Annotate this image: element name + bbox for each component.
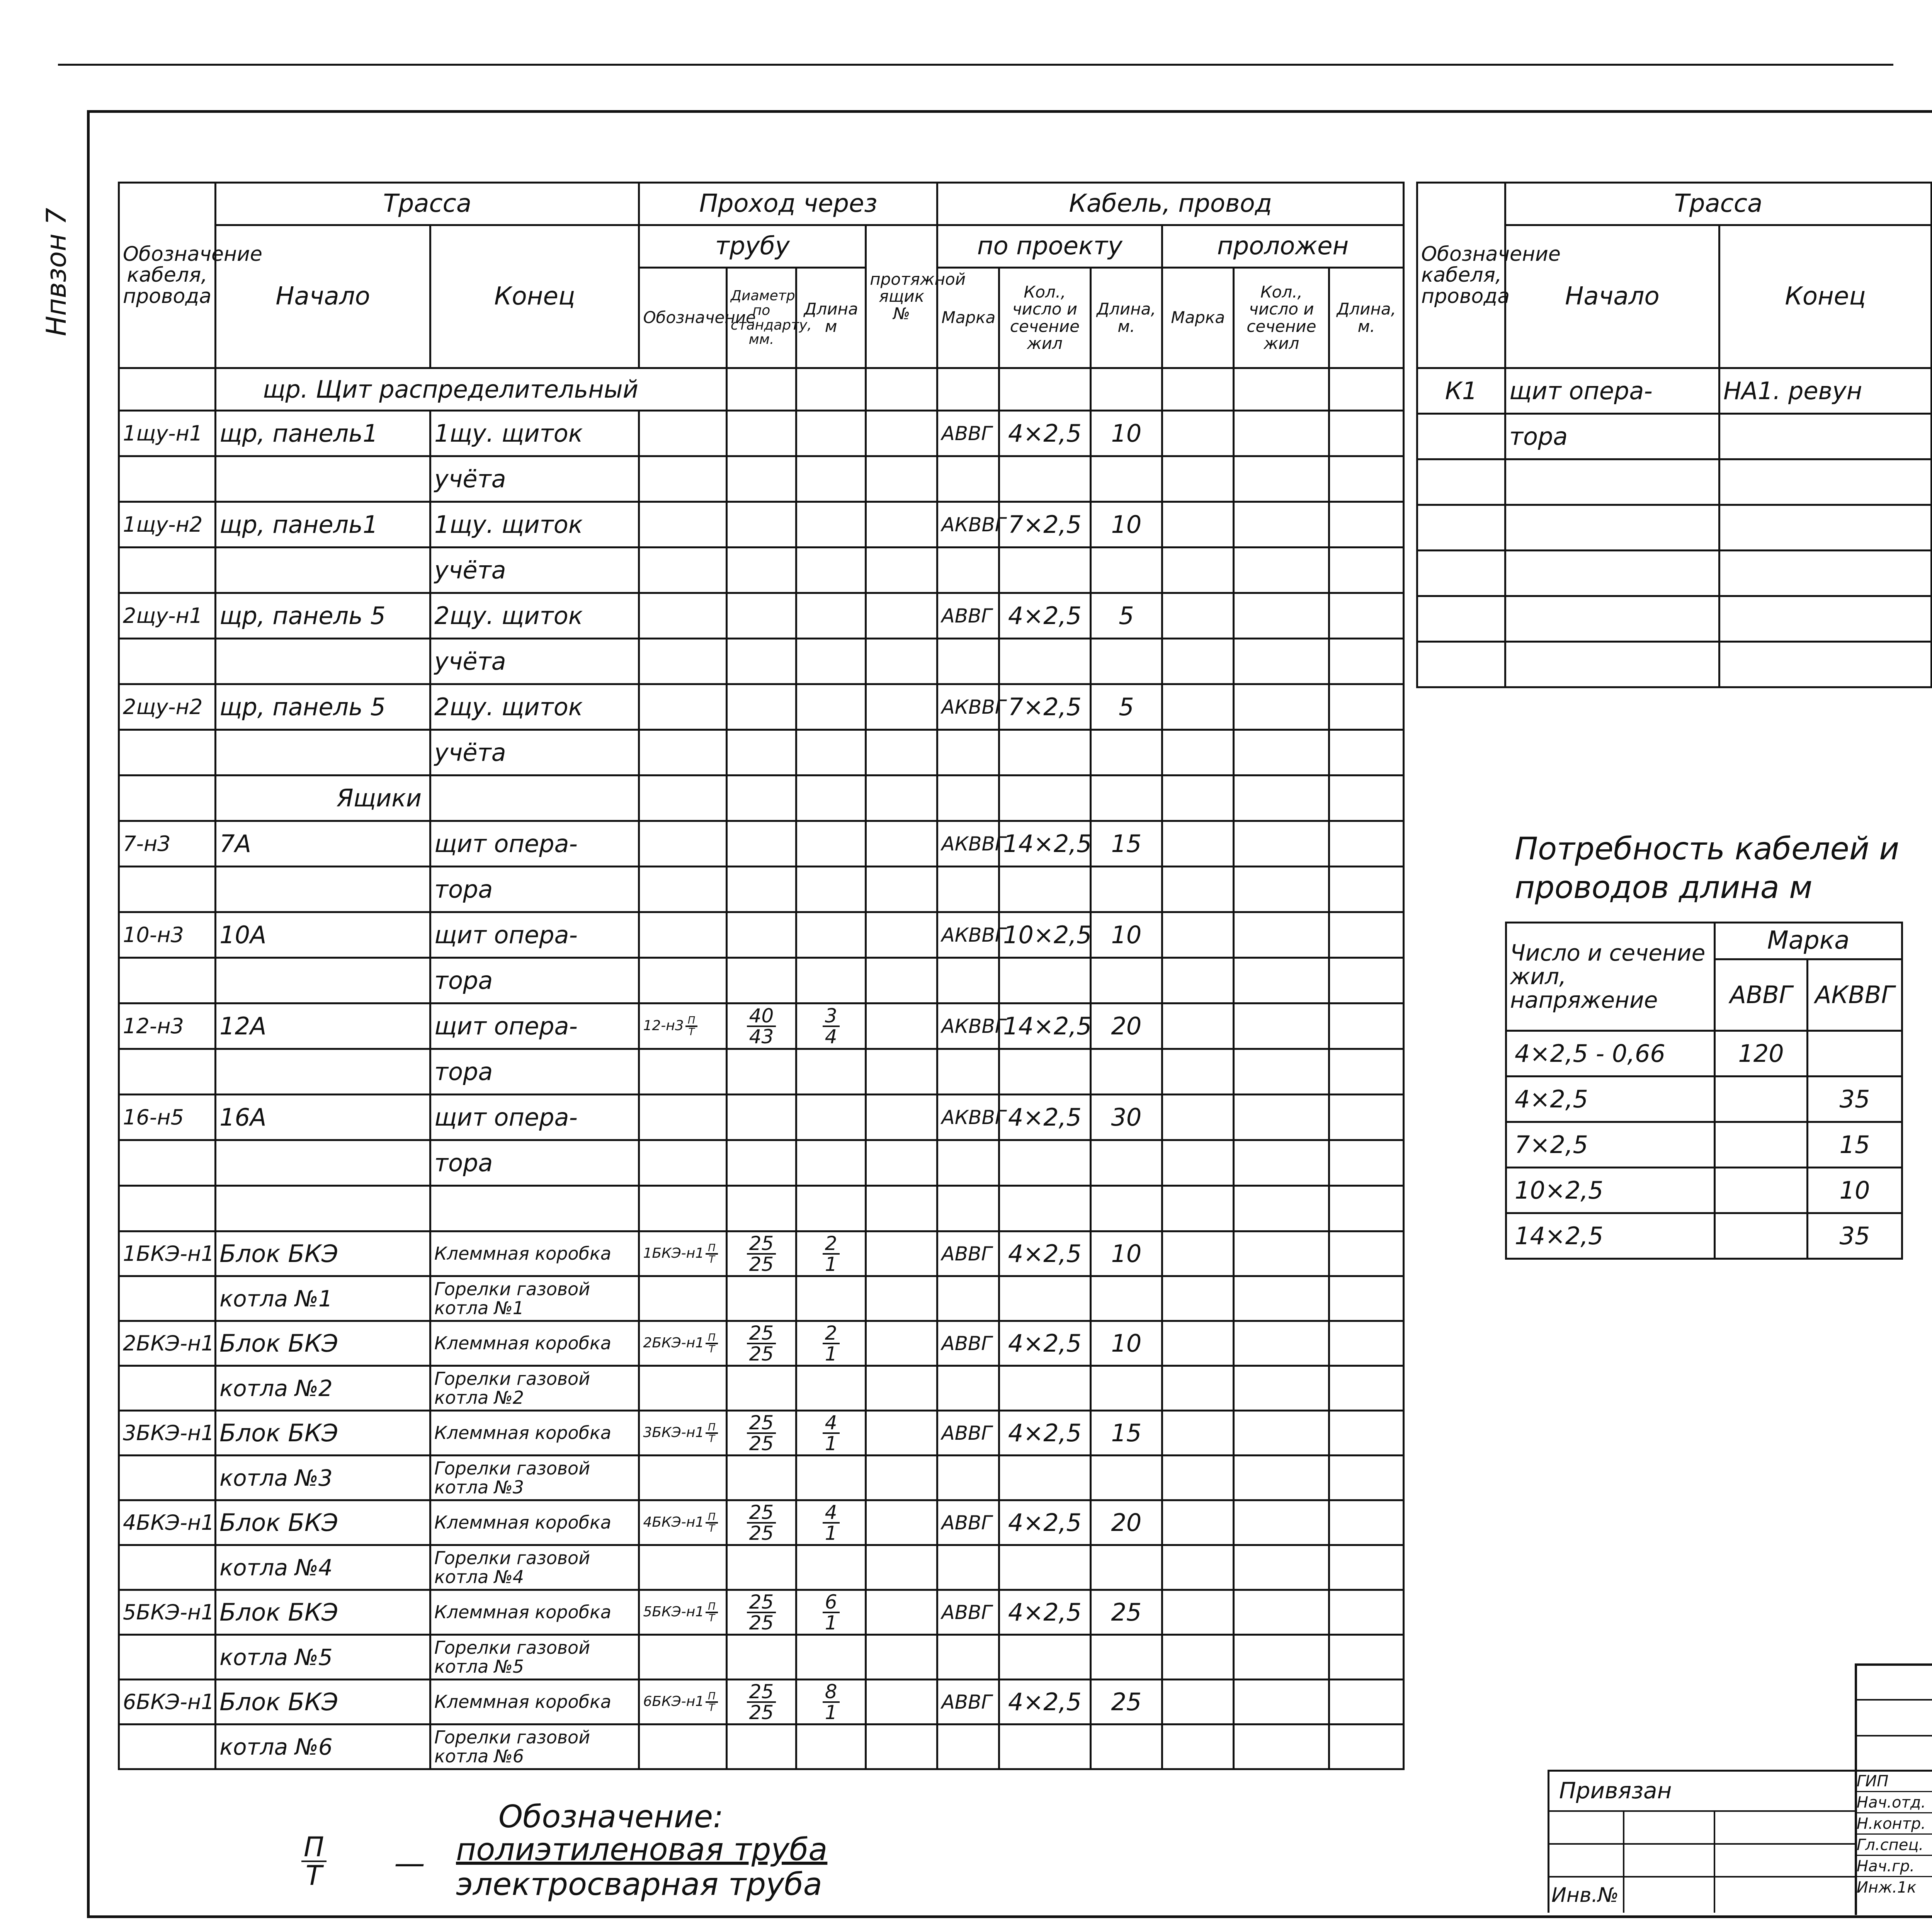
cell-des: 2щу-н2	[119, 684, 216, 730]
cable-need-avvg	[1715, 1122, 1808, 1168]
cell-len: 20	[1090, 1003, 1162, 1049]
cable-need-title-2: проводов длина м	[1515, 869, 1813, 905]
cell-brand: АВВГ	[937, 1680, 999, 1725]
fraction-plen	[823, 1682, 840, 1722]
cell-start: Блок БКЭ	[216, 1411, 430, 1456]
side-label: Нпвзон 7	[41, 207, 72, 336]
pipe-type-fraction	[706, 1512, 718, 1534]
fraction-pdiam	[747, 1682, 776, 1722]
r-hdr-end: Конец	[1719, 225, 1932, 368]
cell-des: 2БКЭ-н1	[119, 1321, 216, 1366]
cell-end: учёта	[430, 730, 639, 776]
cell-des: 1щу-н2	[119, 502, 216, 548]
cell-end: щит опера-	[430, 821, 639, 867]
hdr-pipe: трубу	[639, 225, 866, 268]
cell-des: 3БКЭ-н1	[119, 1411, 216, 1456]
hdr-cores: Кол., число и сечение жил	[999, 268, 1091, 368]
cell-end: тора	[430, 958, 639, 1003]
table-row	[119, 684, 1404, 730]
table-row	[1506, 1077, 1902, 1122]
stamp-role: Нач.отд.	[1857, 1794, 1926, 1811]
cell-end: Горелки газовой котла №6	[430, 1725, 639, 1769]
pipe-type-p: П	[706, 1512, 718, 1524]
cell-cores: 10×2,5	[999, 912, 1091, 958]
cell-brand: АКВВГ	[937, 684, 999, 730]
cell-start: Блок БКЭ	[216, 1590, 430, 1635]
pipe-type-t: Т	[709, 1702, 715, 1714]
table-row	[119, 1725, 1404, 1769]
cell-end: тора	[430, 867, 639, 912]
section-distribution-board: щр. Щит распределительный	[216, 368, 727, 411]
table-row	[119, 730, 1404, 776]
cable-need-akvvg: 15	[1808, 1122, 1902, 1168]
hdr-by-project: по проекту	[937, 225, 1162, 268]
fraction-pdiam	[747, 1592, 776, 1633]
cable-need-cores: 4×2,5	[1506, 1077, 1715, 1122]
cable-need-akvvg: 35	[1808, 1077, 1902, 1122]
pipe-type-p: П	[685, 1015, 698, 1027]
hdr-route: Трасса	[216, 183, 639, 225]
cell-end: учёта	[430, 639, 639, 684]
hdr-length: Длина, м.	[1090, 268, 1162, 368]
cell-brand: АКВВГ	[937, 1003, 999, 1049]
cell-end: 2щу. щиток	[430, 593, 639, 639]
fraction-plen	[823, 1323, 840, 1364]
cell-start: котла №2	[216, 1366, 430, 1411]
cell-start: 12А	[216, 1003, 430, 1049]
legend-title: Обозначение:	[498, 1799, 724, 1835]
cell-end: Клеммная коробка	[430, 1411, 639, 1456]
table-row	[119, 456, 1404, 502]
pdiam-bottom: 43	[749, 1025, 774, 1048]
cell-len: 10	[1090, 912, 1162, 958]
cable-journal-left-table	[118, 182, 1405, 1770]
stamp-role: Инж.1к	[1857, 1879, 1917, 1896]
cell-brand: АВВГ	[937, 593, 999, 639]
table-row	[119, 1500, 1404, 1545]
cell-end: тора	[430, 1140, 639, 1186]
hdr-pipe-designation: Обозначение	[639, 268, 726, 368]
cable-need-col-cores: Число и сечение жил, напряжение	[1506, 923, 1715, 1031]
hdr-broach-box: протяжной ящик №	[866, 225, 937, 368]
pipe-type-t: Т	[688, 1026, 695, 1038]
left-table-body	[119, 411, 1404, 1769]
cell-des: 5БКЭ-н1	[119, 1590, 216, 1635]
cell-des: 7-н3	[119, 821, 216, 867]
cable-journal-right-table	[1416, 182, 1932, 688]
cell-cores: 4×2,5	[999, 1231, 1091, 1276]
fraction-pdiam	[747, 1234, 776, 1274]
fraction-plen	[823, 1413, 840, 1453]
cell-start: 7А	[216, 821, 430, 867]
legend-poly: полиэтиленовая труба	[456, 1832, 828, 1867]
stamp	[1548, 1663, 1932, 1913]
cell-end: Клеммная коробка	[430, 1680, 639, 1725]
hdr-brand: Марка	[937, 268, 999, 368]
stamp-bound: Привязан	[1559, 1777, 1672, 1804]
cell-end: Клеммная коробка	[430, 1500, 639, 1545]
cell-start: 16А	[216, 1095, 430, 1140]
plen-bottom: 1	[825, 1253, 837, 1276]
table-row	[119, 1140, 1404, 1186]
pipe-type-t: Т	[709, 1343, 715, 1355]
pipe-designation: 2БКЭ-н1	[643, 1335, 704, 1351]
cell-start: 10А	[216, 912, 430, 958]
cell-end: учёта	[430, 456, 639, 502]
cell-des: 6БКЭ-н1	[119, 1680, 216, 1725]
pipe-type-p: П	[706, 1243, 718, 1255]
cell-end: 1щу. щиток	[430, 411, 639, 456]
table-row	[119, 1680, 1404, 1725]
cable-need-akvvg: 10	[1808, 1168, 1902, 1213]
hdr-start: Начало	[216, 225, 430, 368]
pipe-type-fraction	[685, 1015, 698, 1037]
hdr-end: Конец	[430, 225, 639, 368]
pdiam-bottom: 25	[749, 1701, 774, 1724]
pdiam-top: 25	[747, 1323, 776, 1344]
table-row	[1417, 368, 1932, 414]
table-row	[119, 1321, 1404, 1366]
cell-cores: 4×2,5	[999, 1095, 1091, 1140]
cell-cores: 4×2,5	[999, 411, 1091, 456]
cell-len: 5	[1090, 684, 1162, 730]
r-hdr-start: Начало	[1505, 225, 1719, 368]
cable-need-cores: 7×2,5	[1506, 1122, 1715, 1168]
table-row	[1506, 1168, 1902, 1213]
legend-p: П	[301, 1833, 327, 1862]
table-row	[119, 411, 1404, 456]
pdiam-top: 25	[747, 1503, 776, 1524]
cell-len: 10	[1090, 411, 1162, 456]
r-cell-des: К1	[1417, 368, 1505, 414]
plen-top: 2	[823, 1323, 840, 1344]
cell-len: 10	[1090, 1231, 1162, 1276]
table-row	[119, 1003, 1404, 1049]
table-row	[119, 912, 1404, 958]
table-row	[119, 867, 1404, 912]
fraction-pdiam	[747, 1323, 776, 1364]
cell-start: щр, панель 5	[216, 593, 430, 639]
cable-need-col-brand: Марка	[1715, 923, 1902, 959]
cable-need-akvvg: 35	[1808, 1213, 1902, 1259]
cell-cores: 4×2,5	[999, 1321, 1091, 1366]
cell-start: котла №1	[216, 1276, 430, 1321]
cell-pdes	[639, 1231, 726, 1276]
table-row	[119, 958, 1404, 1003]
table-row	[119, 1049, 1404, 1095]
pipe-type-fraction	[706, 1243, 718, 1265]
fraction-plen	[823, 1006, 840, 1046]
cell-end: щит опера-	[430, 1095, 639, 1140]
cell-len: 15	[1090, 1411, 1162, 1456]
plen-top: 3	[823, 1006, 840, 1027]
cell-pdes	[639, 1590, 726, 1635]
hdr-laid-brand: Марка	[1162, 268, 1234, 368]
cell-brand: АВВГ	[937, 1321, 999, 1366]
cell-des: 2щу-н1	[119, 593, 216, 639]
hdr-pipe-diameter: Диаметр по стандарту, мм.	[726, 268, 796, 368]
pdiam-bottom: 25	[749, 1253, 774, 1276]
plen-bottom: 1	[825, 1701, 837, 1724]
table-row	[1417, 414, 1932, 459]
cell-len: 15	[1090, 821, 1162, 867]
hdr-laid-cores: Кол., число и сечение жил	[1234, 268, 1329, 368]
legend-electro: электросварная труба	[456, 1866, 822, 1902]
cell-end: Клеммная коробка	[430, 1231, 639, 1276]
pipe-designation: 1БКЭ-н1	[643, 1245, 704, 1261]
cell-start: котла №4	[216, 1545, 430, 1590]
pipe-type-t: Т	[709, 1612, 715, 1624]
cable-need-table	[1505, 922, 1903, 1260]
cell-brand: АКВВГ	[937, 502, 999, 548]
pdiam-bottom: 25	[749, 1342, 774, 1365]
cell-brand: АВВГ	[937, 1500, 999, 1545]
hdr-designation: Обозначение кабеля, провода	[119, 183, 216, 368]
plen-top: 2	[823, 1234, 840, 1255]
cell-start: Блок БКЭ	[216, 1321, 430, 1366]
cable-need-avvg: 120	[1715, 1031, 1808, 1077]
cell-start: щр, панель 5	[216, 684, 430, 730]
cell-len: 10	[1090, 502, 1162, 548]
plen-bottom: 1	[825, 1522, 837, 1544]
pipe-type-p: П	[706, 1422, 718, 1434]
cell-end: учёта	[430, 548, 639, 593]
cell-start: Блок БКЭ	[216, 1231, 430, 1276]
cell-pdes	[639, 1411, 726, 1456]
cell-end: Клеммная коробка	[430, 1321, 639, 1366]
pipe-type-fraction	[706, 1602, 718, 1623]
table-row	[119, 1590, 1404, 1635]
cell-len: 5	[1090, 593, 1162, 639]
cable-need-brand-2: АКВВГ	[1808, 959, 1902, 1031]
cell-end: Горелки газовой котла №3	[430, 1456, 639, 1500]
r-cell-start-2: тора	[1505, 414, 1719, 459]
table-row	[1506, 1031, 1902, 1077]
cell-cores: 4×2,5	[999, 1500, 1091, 1545]
pipe-type-t: Т	[709, 1433, 715, 1445]
table-row	[119, 1095, 1404, 1140]
pipe-designation: 5БКЭ-н1	[643, 1604, 704, 1620]
cable-need-cores: 14×2,5	[1506, 1213, 1715, 1259]
cell-cores: 4×2,5	[999, 1680, 1091, 1725]
fraction-pdiam	[747, 1006, 776, 1046]
hdr-passage: Проход через	[639, 183, 937, 225]
plen-bottom: 4	[825, 1025, 837, 1048]
r-cell-start: щит опера-	[1505, 368, 1719, 414]
cell-des: 16-н5	[119, 1095, 216, 1140]
cable-need-brand-1: АВВГ	[1715, 959, 1808, 1031]
cell-brand: АКВВГ	[937, 821, 999, 867]
cell-pdes	[639, 1321, 726, 1366]
table-row	[119, 1186, 1404, 1231]
r-hdr-designation: Обозначение кабеля, провода	[1417, 183, 1505, 368]
fraction-pdiam	[747, 1503, 776, 1543]
table-row	[119, 639, 1404, 684]
hdr-laid: проложен	[1162, 225, 1404, 268]
table-row	[1506, 1213, 1902, 1259]
legend-dash: —	[394, 1845, 425, 1881]
pipe-type-p: П	[706, 1602, 718, 1613]
cable-need-cores: 4×2,5 - 0,66	[1506, 1031, 1715, 1077]
cell-cores: 4×2,5	[999, 1411, 1091, 1456]
cell-des: 12-н3	[119, 1003, 216, 1049]
cell-brand: АВВГ	[937, 1231, 999, 1276]
cell-start: Блок БКЭ	[216, 1680, 430, 1725]
cell-end: Горелки газовой котла №5	[430, 1635, 639, 1680]
cell-start: котла №6	[216, 1725, 430, 1769]
pdiam-top: 25	[747, 1234, 776, 1255]
table-row	[119, 1231, 1404, 1276]
pdiam-top: 40	[747, 1006, 776, 1027]
hdr-pipe-length: Длина м	[796, 268, 866, 368]
plen-top: 8	[823, 1682, 840, 1703]
stamp-role: Гл.спец.	[1857, 1836, 1924, 1854]
cell-len: 20	[1090, 1500, 1162, 1545]
cell-end: щит опера-	[430, 1003, 639, 1049]
cell-des: 4БКЭ-н1	[119, 1500, 216, 1545]
legend-t: Т	[305, 1860, 322, 1891]
cell-end: Горелки газовой котла №2	[430, 1366, 639, 1411]
pipe-type-p: П	[706, 1333, 718, 1344]
pipe-type-fraction	[706, 1691, 718, 1713]
table-row	[119, 548, 1404, 593]
table-row	[119, 1545, 1404, 1590]
pdiam-top: 25	[747, 1592, 776, 1613]
cell-cores: 4×2,5	[999, 593, 1091, 639]
table-row	[119, 1411, 1404, 1456]
table-row	[119, 1276, 1404, 1321]
cell-end: Клеммная коробка	[430, 1590, 639, 1635]
stamp-inv: Инв.№	[1551, 1884, 1619, 1907]
pipe-type-fraction	[706, 1333, 718, 1354]
cable-need-avvg	[1715, 1077, 1808, 1122]
pdiam-bottom: 25	[749, 1611, 774, 1634]
pdiam-top: 25	[747, 1413, 776, 1434]
cell-pdes	[639, 1003, 726, 1049]
pipe-type-t: Т	[709, 1253, 715, 1265]
plen-top: 6	[823, 1592, 840, 1613]
cell-brand: АКВВГ	[937, 1095, 999, 1140]
table-row	[1506, 1122, 1902, 1168]
cell-cores: 14×2,5	[999, 821, 1091, 867]
pipe-designation: 12-н3	[643, 1017, 684, 1034]
plen-bottom: 1	[825, 1342, 837, 1365]
cell-brand: АВВГ	[937, 1411, 999, 1456]
plen-top: 4	[823, 1413, 840, 1434]
table-row	[119, 593, 1404, 639]
cell-end: 1щу. щиток	[430, 502, 639, 548]
cell-end: Горелки газовой котла №1	[430, 1276, 639, 1321]
table-row	[119, 1366, 1404, 1411]
fraction-plen	[823, 1592, 840, 1633]
table-row	[119, 502, 1404, 548]
r-cell-end: НА1. ревун	[1719, 368, 1932, 414]
cell-len: 30	[1090, 1095, 1162, 1140]
cable-need-avvg	[1715, 1168, 1808, 1213]
cell-pdes	[639, 1500, 726, 1545]
top-rule	[58, 64, 1893, 66]
stamp-role: Нач.гр.	[1857, 1857, 1915, 1875]
cell-cores: 4×2,5	[999, 1590, 1091, 1635]
table-row	[119, 1456, 1404, 1500]
plen-top: 4	[823, 1503, 840, 1524]
table-row	[119, 776, 1404, 821]
cell-len: 25	[1090, 1680, 1162, 1725]
cell-brand: АВВГ	[937, 1590, 999, 1635]
pipe-designation: 4БКЭ-н1	[643, 1514, 704, 1530]
pipe-designation: 6БКЭ-н1	[643, 1693, 704, 1709]
cable-need-akvvg	[1808, 1031, 1902, 1077]
pipe-type-p: П	[706, 1691, 718, 1703]
hdr-cable: Кабель, провод	[937, 183, 1404, 225]
cell-end: 2щу. щиток	[430, 684, 639, 730]
pdiam-top: 25	[747, 1682, 776, 1703]
hdr-laid-length: Длина, м.	[1329, 268, 1404, 368]
cell-start: котла №5	[216, 1635, 430, 1680]
pipe-type-t: Т	[709, 1522, 715, 1534]
cell-cores: 14×2,5	[999, 1003, 1091, 1049]
fraction-plen	[823, 1503, 840, 1543]
table-row	[119, 821, 1404, 867]
stamp-role: ГИП	[1857, 1772, 1889, 1790]
cell-des: 1БКЭ-н1	[119, 1231, 216, 1276]
pdiam-bottom: 25	[749, 1522, 774, 1544]
cable-need-avvg	[1715, 1213, 1808, 1259]
cell-start: щр, панель1	[216, 411, 430, 456]
cell-end: тора	[430, 1049, 639, 1095]
cell-des: 1щу-н1	[119, 411, 216, 456]
table-row	[119, 1635, 1404, 1680]
pipe-designation: 3БКЭ-н1	[643, 1424, 704, 1440]
cell-cores: 7×2,5	[999, 502, 1091, 548]
cable-need-cores: 10×2,5	[1506, 1168, 1715, 1213]
section-boxes: Ящики	[216, 776, 430, 821]
plen-bottom: 1	[825, 1432, 837, 1455]
legend-fraction	[301, 1833, 327, 1889]
cell-pdes	[639, 1680, 726, 1725]
cell-start: щр, панель1	[216, 502, 430, 548]
cell-start: котла №3	[216, 1456, 430, 1500]
plen-bottom: 1	[825, 1611, 837, 1634]
cell-end: Горелки газовой котла №4	[430, 1545, 639, 1590]
cell-len: 25	[1090, 1590, 1162, 1635]
cell-cores: 7×2,5	[999, 684, 1091, 730]
cell-len: 10	[1090, 1321, 1162, 1366]
fraction-pdiam	[747, 1413, 776, 1453]
cell-brand: АКВВГ	[937, 912, 999, 958]
cable-need-body	[1506, 1031, 1902, 1259]
stamp-role: Н.контр.	[1857, 1815, 1926, 1833]
cell-brand: АВВГ	[937, 411, 999, 456]
cable-need-title-1: Потребность кабелей и	[1515, 831, 1900, 867]
r-hdr-route: Трасса	[1505, 183, 1931, 225]
pipe-type-fraction	[706, 1422, 718, 1444]
cell-end: щит опера-	[430, 912, 639, 958]
cell-start: Блок БКЭ	[216, 1500, 430, 1545]
fraction-plen	[823, 1234, 840, 1274]
cell-des: 10-н3	[119, 912, 216, 958]
pdiam-bottom: 25	[749, 1432, 774, 1455]
